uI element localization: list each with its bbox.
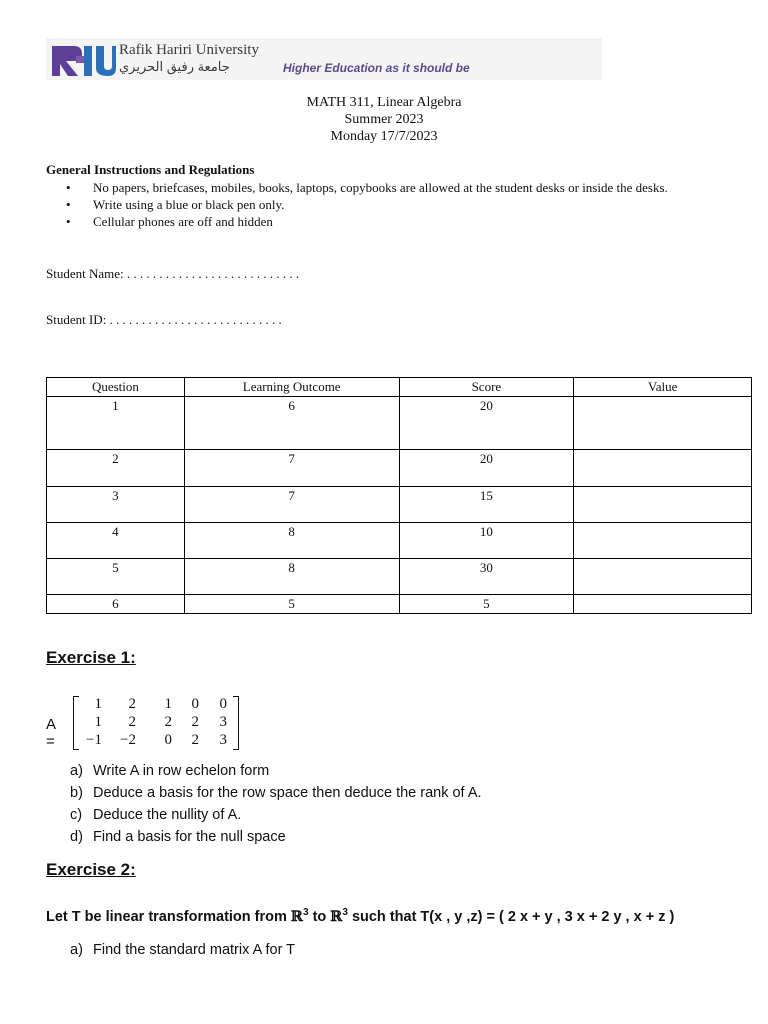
matrix-entry: 0 (164, 732, 172, 748)
question-label: a) (70, 763, 83, 779)
question-text: Deduce the nullity of A. (93, 807, 242, 823)
column-header: Question (47, 378, 185, 397)
instruction-item: • No papers, briefcases, mobiles, books, laptops, copybooks are allowed at the student desks or inside the desks. (66, 180, 726, 196)
question-label: d) (70, 829, 83, 845)
course-term: Summer 2023 (344, 112, 424, 127)
value-cell[interactable] (574, 487, 752, 523)
matrix-entry: 3 (219, 732, 227, 748)
score-cell: 30 (399, 559, 574, 595)
university-tagline: Higher Education as it should be (283, 61, 470, 75)
score-cell: 20 (399, 450, 574, 487)
value-cell[interactable] (574, 523, 752, 559)
exponent: 3 (302, 907, 309, 918)
student-id-field[interactable]: Student ID: . . . . . . . . . . . . . . . . . . . . . . . . . . . (46, 312, 282, 327)
column-header: Score (399, 378, 574, 397)
question-text: Deduce a basis for the row space then deduce the rank of A. (93, 785, 482, 801)
table-row (47, 559, 752, 595)
question-cell: 2 (47, 450, 185, 487)
question-cell: 5 (47, 559, 185, 595)
matrix-entry: 0 (191, 696, 199, 712)
matrix-entry: 1 (94, 696, 102, 712)
matrix-entry: 3 (219, 714, 227, 730)
matrix-entry: 2 (128, 714, 136, 730)
score-cell: 10 (399, 523, 574, 559)
exercise-1-title: Exercise 1: (46, 648, 136, 667)
question-label: c) (70, 807, 83, 823)
value-cell[interactable] (574, 450, 752, 487)
exercise-2-statement (46, 907, 674, 925)
outcome-cell: 8 (184, 559, 399, 595)
exercise-2-title: Exercise 2: (46, 860, 136, 879)
value-cell[interactable] (574, 595, 752, 614)
matrix-entry: 2 (191, 714, 199, 730)
question-item (70, 826, 482, 848)
value-cell[interactable] (574, 559, 752, 595)
question-cell: 3 (47, 487, 185, 523)
real-space-symbol: ℝ (290, 907, 303, 925)
value-cell[interactable] (574, 397, 752, 450)
question-label: a) (70, 942, 83, 958)
column-header: Value (574, 378, 752, 397)
course-title: MATH 311, Linear Algebra (306, 95, 462, 110)
instructions-title: General Instructions and Regulations (46, 162, 255, 177)
matrix-brackets (73, 696, 239, 750)
matrix-entry: −1 (86, 732, 102, 748)
table-row (47, 523, 752, 559)
table-row (47, 487, 752, 523)
question-text: Find a basis for the null space (93, 829, 286, 845)
exponent: 3 (342, 907, 348, 918)
outcome-cell: 7 (184, 487, 399, 523)
question-item (70, 760, 482, 782)
matrix-entry: 1 (94, 714, 102, 730)
university-name: Rafik Hariri University (119, 42, 259, 58)
question-item (70, 782, 482, 804)
university-name-arabic: جامعة رفيق الحريري (119, 59, 230, 74)
instruction-item: • Write using a blue or black pen only. (66, 197, 726, 213)
score-cell: 20 (399, 397, 574, 450)
score-table (46, 377, 752, 614)
statement-text: to (308, 908, 331, 925)
real-space-symbol: ℝ (330, 907, 343, 925)
question-item (70, 939, 295, 961)
matrix-entry: −2 (120, 732, 136, 748)
exam-date: Monday 17/7/2023 (330, 129, 438, 144)
score-cell: 15 (399, 487, 574, 523)
question-item (70, 804, 482, 826)
outcome-cell: 6 (184, 397, 399, 450)
question-cell: 6 (47, 595, 185, 614)
matrix-entry: 2 (128, 696, 136, 712)
score-cell: 5 (399, 595, 574, 614)
exercise-1-questions (70, 760, 482, 848)
matrix-entry: 2 (164, 714, 172, 730)
statement-text: Let T be linear transformation from (46, 908, 291, 925)
table-header-row (47, 378, 752, 397)
table-row (47, 450, 752, 487)
outcome-cell: 8 (184, 523, 399, 559)
instruction-item: • Cellular phones are off and hidden (66, 214, 726, 230)
question-cell: 4 (47, 523, 185, 559)
outcome-cell: 5 (184, 595, 399, 614)
student-name-field[interactable]: Student Name: . . . . . . . . . . . . . . . . . . . . . . . . . . . (46, 266, 300, 281)
matrix-row (74, 732, 238, 750)
university-logo (52, 44, 116, 78)
matrix-row (74, 696, 238, 714)
outcome-cell: 7 (184, 450, 399, 487)
question-text: Find the standard matrix A for T (93, 942, 296, 958)
question-text: Write A in row echelon form (93, 763, 270, 779)
matrix-entry: 2 (191, 732, 199, 748)
table-row (47, 595, 752, 614)
matrix-entry: 1 (164, 696, 172, 712)
column-header: Learning Outcome (184, 378, 399, 397)
instructions-list (66, 180, 726, 231)
matrix-entry: 0 (219, 696, 227, 712)
matrix-row (74, 714, 238, 732)
statement-text: such that T(x , y ,z) = ( 2 x + y , 3 x + 2 y , x + z ) (347, 908, 675, 925)
question-label: b) (70, 785, 83, 801)
question-cell: 1 (47, 397, 185, 450)
matrix-label: A = (46, 716, 56, 750)
exercise-2-questions (70, 939, 295, 961)
table-row (47, 397, 752, 450)
